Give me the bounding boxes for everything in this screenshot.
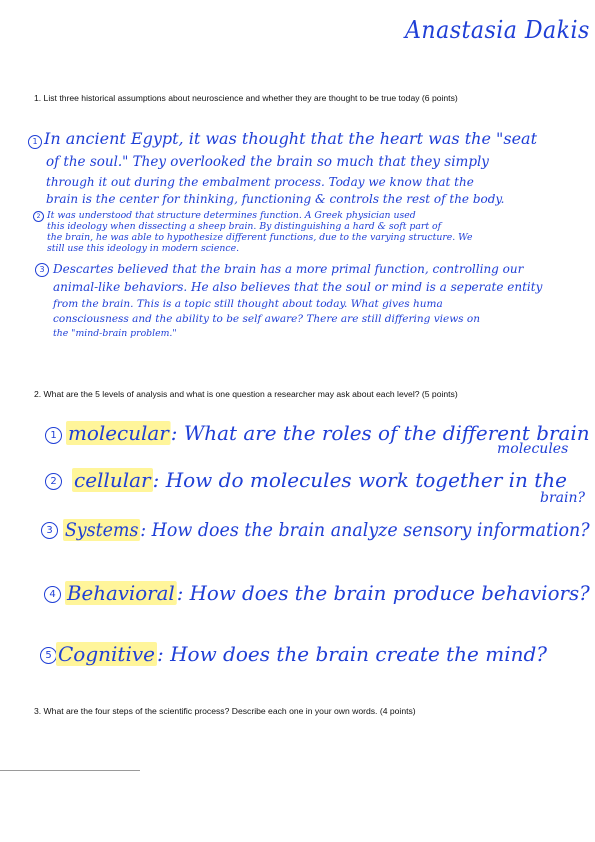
level-1-number: 1 — [45, 427, 62, 444]
level-1-line — [66, 423, 590, 443]
level-5-number: 5 — [40, 647, 57, 664]
question-2-prompt: 2. What are the 5 levels of analysis and what is one question a researcher may ask about each level? (5 points) — [34, 389, 458, 399]
level-3-name: Systems — [64, 519, 139, 541]
level-1-wrap: molecules — [497, 441, 569, 457]
level-2-name: cellular — [74, 468, 151, 492]
answer-1-item-1-line-4: brain is the center for thinking, functioning & controls the rest of the body. — [46, 192, 505, 206]
level-5-name: Cognitive — [58, 642, 155, 666]
question-1-prompt: 1. List three historical assumptions about neuroscience and whether they are thought to be true today (6 points) — [34, 93, 458, 103]
level-3-number: 3 — [41, 522, 58, 539]
answer-1-item-3-line-4: consciousness and the ability to be self aware? There are still differing views on — [53, 313, 480, 325]
answer-1-item-3-line-3: from the brain. This is a topic still thought about today. What gives huma — [53, 298, 443, 310]
answer-1-item-3-line-1: Descartes believed that the brain has a more primal function, controlling our — [53, 262, 524, 276]
level-2-question: : How do molecules work together in the — [152, 468, 567, 492]
level-4-question: : How does the brain produce behaviors? — [176, 581, 590, 605]
level-4-line — [65, 583, 590, 603]
answer-1-item-1-line-2: of the soul." They overlooked the brain so much that they simply — [46, 154, 489, 170]
level-5-line — [56, 644, 547, 664]
student-name: Anastasia Dakis — [405, 16, 590, 44]
level-3-question: : How does the brain analyze sensory information? — [140, 519, 590, 541]
answer-1-item-2-line-3: the brain, he was able to hypothesize different functions, due to the varying structure. We — [47, 232, 473, 243]
answer-1-item-3-number: 3 — [35, 263, 49, 277]
level-2-number: 2 — [45, 473, 62, 490]
level-4-name: Behavioral — [66, 581, 175, 605]
level-5-question: : How does the brain create the mind? — [157, 642, 548, 666]
answer-1-item-1-line-3: through it out during the embalment process. Today we know that the — [46, 175, 474, 189]
answer-1-item-3-line-5: the "mind-brain problem." — [53, 328, 177, 339]
level-2-line — [72, 470, 567, 490]
level-3-line — [63, 521, 590, 540]
answer-1-item-2-line-4: still use this ideology in modern science. — [47, 243, 240, 254]
footnote-divider — [0, 770, 140, 771]
level-4-number: 4 — [44, 586, 61, 603]
level-2-wrap: brain? — [540, 490, 586, 506]
answer-1-item-1-number: 1 — [28, 135, 42, 149]
level-1-question: : What are the roles of the different brain — [170, 421, 590, 445]
answer-1-item-2-line-1: It was understood that structure determines function. A Greek physician used — [47, 210, 416, 221]
answer-1-item-3-line-2: animal-like behaviors. He also believes that the soul or mind is a seperate entity — [53, 280, 543, 294]
answer-1-item-2-line-2: this ideology when dissecting a sheep brain. By distinguishing a hard & soft part of — [47, 221, 442, 232]
level-1-name: molecular — [67, 421, 169, 445]
answer-1-item-2-number: 2 — [33, 211, 44, 222]
question-3-prompt: 3. What are the four steps of the scientific process? Describe each one in your own words. (4 points) — [34, 706, 416, 716]
answer-1-item-1-line-1: In ancient Egypt, it was thought that the heart was the "seat — [44, 129, 538, 148]
